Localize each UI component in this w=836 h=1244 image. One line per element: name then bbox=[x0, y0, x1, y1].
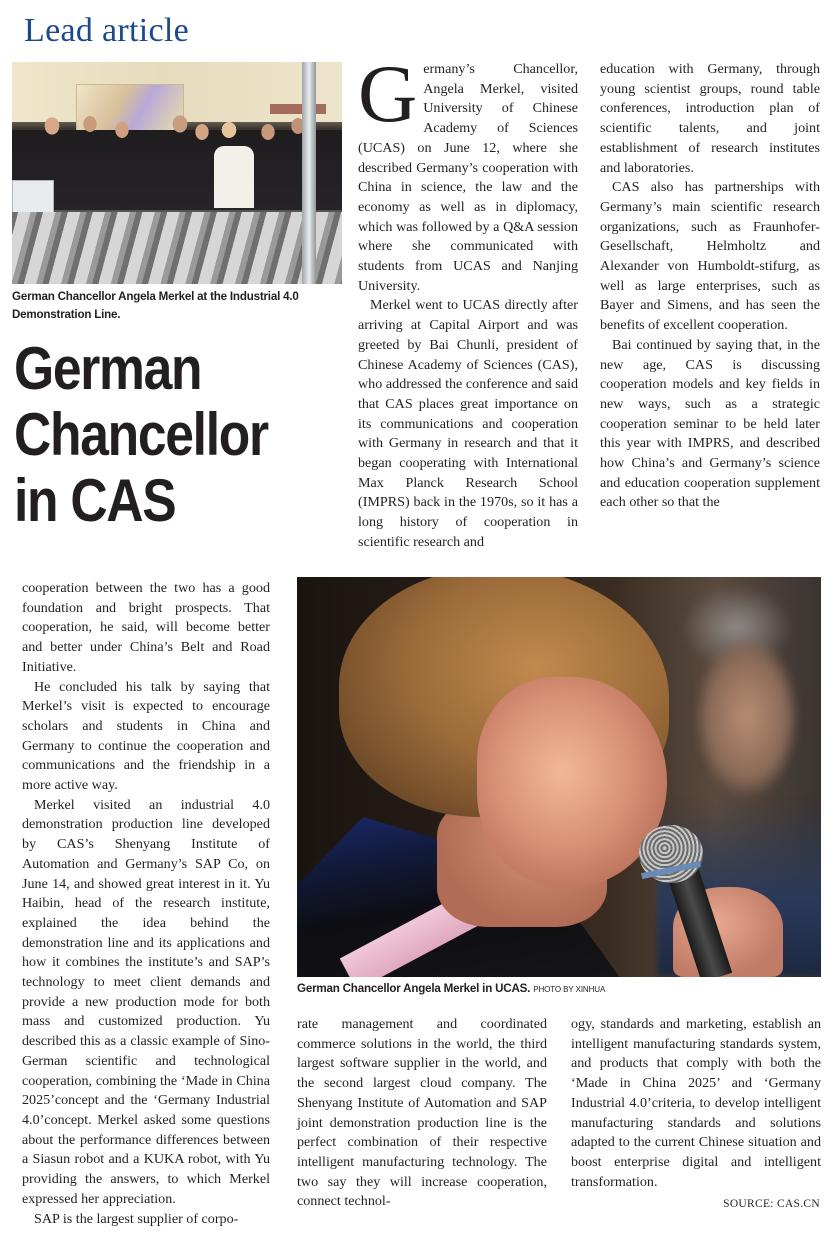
photo-production-line bbox=[12, 212, 342, 284]
photo-merkel-ucas bbox=[297, 577, 821, 977]
article-paragraph: cooperation between the two has a good foundation and bright prospects. That cooperation, he said, will become better and better under China’s Belt and Road Initiative. bbox=[22, 580, 270, 675]
headline-line: German bbox=[14, 335, 202, 402]
article-column-5 bbox=[571, 1015, 821, 1192]
photo-caption: German Chancellor Angela Merkel at the Industrial 4.0 Demonstration Line. bbox=[12, 290, 299, 321]
article-paragraph: ogy, standards and marketing, establish an intelligent manufacturing standards system, and products that comply with both the ‘Made in China 2025’ and ‘Germany Industrial 4.0’criteria, to develop intelligent manufacturing standards and solutions adapted to the current Chinese situation and boost enterprise digital and intelligent transformation. bbox=[571, 1016, 821, 1190]
article-paragraph: Merkel visited an industrial 4.0 demonstration production line developed by CAS’s Shenyang Institute of Automation and Germany’s SAP Co, on June 14, and showed great interest in it. Yu Haibin, head of the research institute, explained the idea behind the demonstration line and its applications and how it combines the institute’s and SAP’s technology to meet client demands and provide a new production mode for both mass and customized production. Yu described this as a classic example of Sino-German scientific and technological cooperation, combining the ‘Made in China 2025’concept and the ‘Germany Industrial 4.0’concept. Merkel asked some questions about the performance differences between a Siasun robot and a KUKA robot, with Yu providing the answers, to which Merkel expressed her appreciation. bbox=[22, 796, 270, 1207]
headline-line: Chancellor bbox=[14, 401, 268, 468]
photo-merkel-demonstration-line bbox=[12, 62, 342, 284]
source-credit: SOURCE: CAS.CN bbox=[723, 1198, 820, 1210]
paragraph-text: ermany’s Chancellor, Angela Merkel, visited University of Chinese Academy of Sciences (UCAS) on June 12, where she described Germany’s cooperation with China in science, the law and the economy as well as in diplomacy, which was followed by a Q&A session where she communicated with students from UCAS and Nanjing University. bbox=[358, 61, 578, 294]
photo-credit: PHOTO BY XINHUA bbox=[533, 985, 606, 994]
caption-text: German Chancellor Angela Merkel in UCAS. bbox=[297, 982, 531, 995]
article-column-3 bbox=[22, 579, 270, 1229]
section-label: Lead article bbox=[24, 12, 189, 49]
article-paragraph: Bai continued by saying that, in the new age, CAS is discussing cooperation models and key fields in new ways, such as a strategic cooperation seminar to be held later this year with IMPRS, and described how China’s and Germany’s science and education cooperation supplement each other so that the bbox=[600, 336, 820, 511]
article-paragraph: Merkel went to UCAS directly after arriving at Capital Airport and was greeted by Bai Chunli, president of Chinese Academy of Sciences (CAS), who addressed the conference and said that CAS places great importance on its communications and cooperation with Germany in research and that it began cooperating with International Max Planck Research School (IMPRS) back in the 1970s, so it has a long history of cooperation in scientific research and bbox=[358, 297, 578, 550]
photo-white-jacket bbox=[214, 146, 254, 208]
article-paragraph: rate management and coordinated commerce solutions in the world, the third largest software supplier in the world, and the second largest cloud company. The Shenyang Institute of Automation and SAP joint demonstration production line is the perfect combination of their respective intelligent manufacturing technology. The two say they will increase cooperation, connect technol- bbox=[297, 1016, 547, 1210]
headline bbox=[14, 336, 268, 534]
photo-rail bbox=[302, 62, 316, 284]
photo-crowd bbox=[12, 110, 342, 210]
drop-cap: G bbox=[358, 48, 418, 139]
headline-line: in CAS bbox=[14, 467, 176, 534]
article-paragraph: CAS also has partnerships with Germany’s main scientific research organizations, such as Fraunhofer-Gesellschaft, Helmholtz and Alexander von Humboldt-stifurg, as well as large enterprises, such as Bayer and Simens, and has seen the benefits of excellent cooperation. bbox=[600, 179, 820, 334]
article-column-4 bbox=[297, 1015, 547, 1212]
photo-caption bbox=[297, 981, 821, 998]
article-paragraph: education with Germany, through young scientist groups, round table conferences, introduction plan of scientific talents, and joint establishment of research institutes and laboratories. bbox=[600, 61, 820, 176]
article-paragraph: SAP is the largest supplier of corpo- bbox=[34, 1210, 239, 1227]
article-paragraph bbox=[358, 48, 578, 296]
article-column-1 bbox=[358, 48, 578, 553]
article-column-2 bbox=[600, 60, 820, 513]
article-paragraph: He concluded his talk by saying that Merkel’s visit is expected to encourage scholars and students in China and Germany to continue the cooperation and communications and the friendship in a more active way. bbox=[22, 678, 270, 794]
